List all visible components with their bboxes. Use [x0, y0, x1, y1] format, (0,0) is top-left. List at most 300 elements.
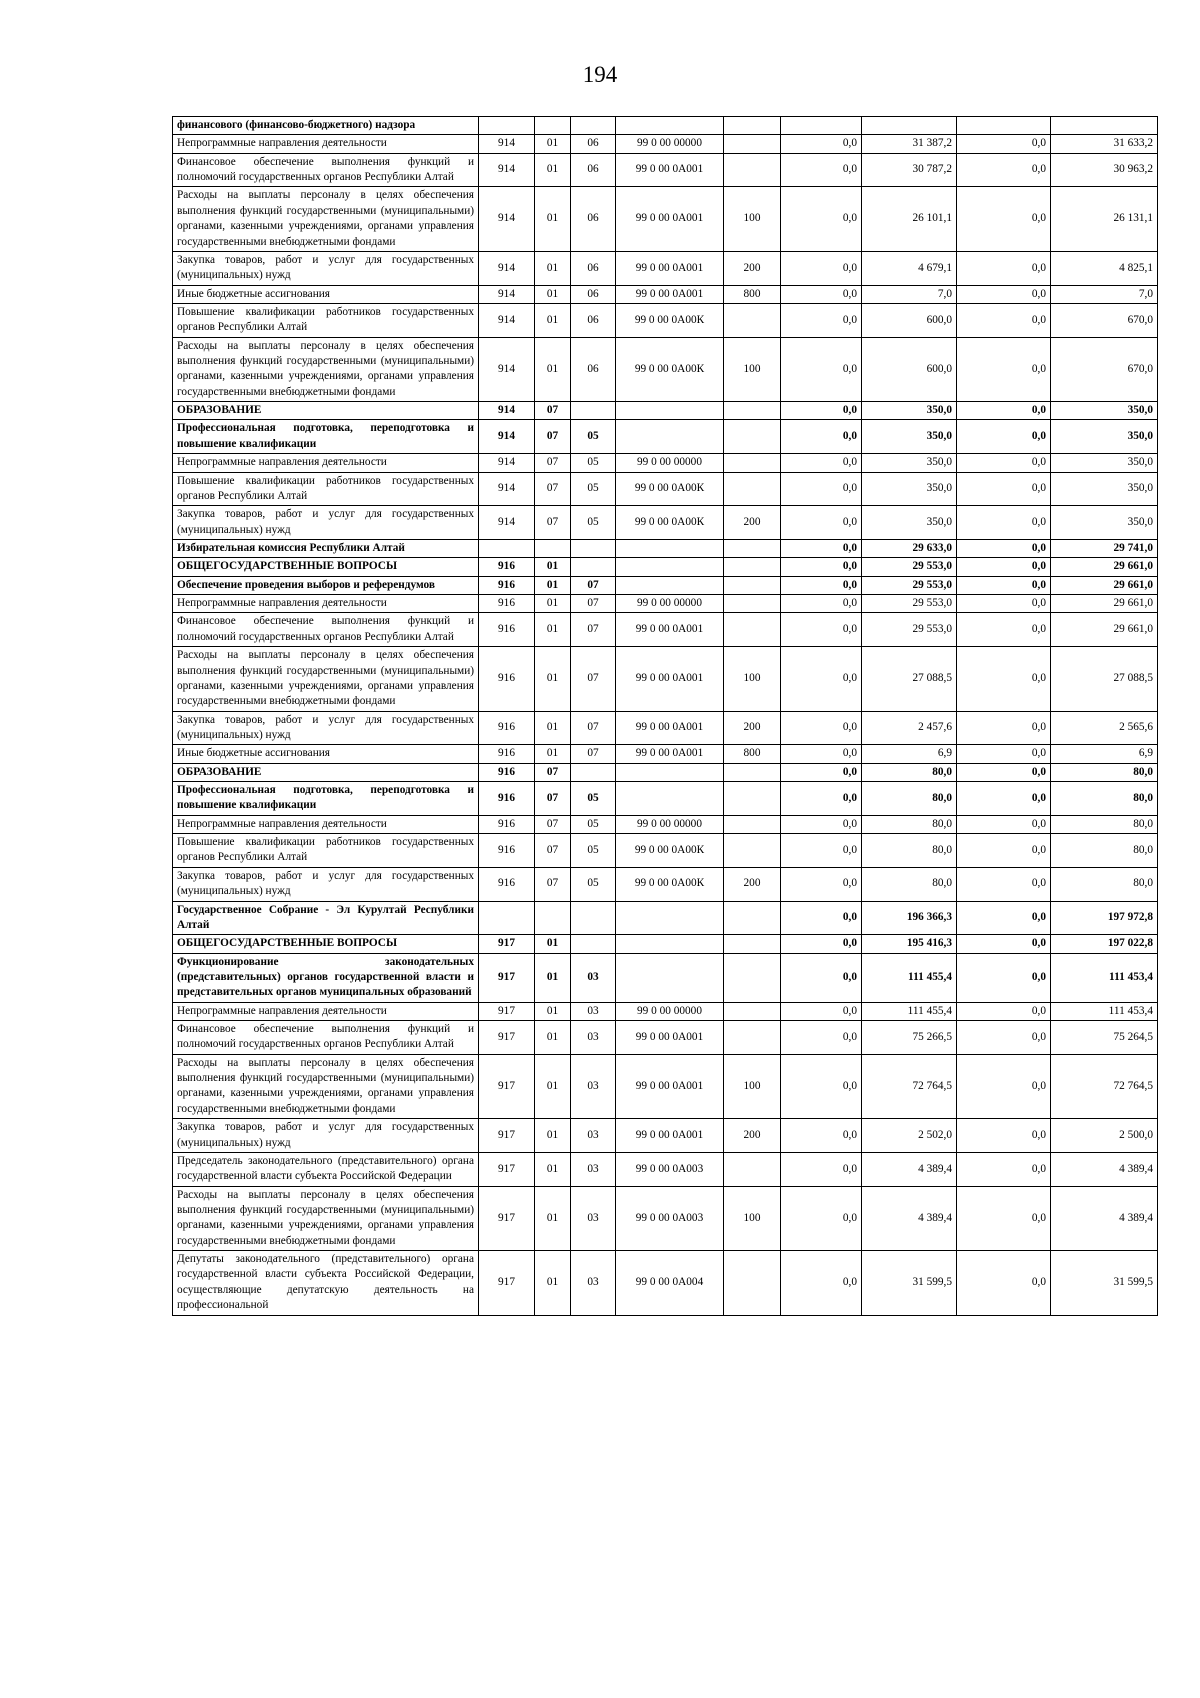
row-target-article: 99 0 00 0А001	[616, 187, 724, 251]
table-row	[173, 1119, 1158, 1153]
row-name: ОБЩЕГОСУДАРСТВЕННЫЕ ВОПРОСЫ	[173, 558, 479, 576]
row-subsection: 06	[571, 153, 616, 187]
row-name: Непрограммные направления деятельности	[173, 1002, 479, 1020]
row-value-3: 0,0	[957, 187, 1051, 251]
table-row	[173, 558, 1158, 576]
table-row	[173, 117, 1158, 135]
table-row	[173, 337, 1158, 401]
row-value-2: 350,0	[862, 472, 957, 506]
row-value-4: 197 972,8	[1051, 901, 1158, 935]
row-value-2: 350,0	[862, 420, 957, 454]
row-name: Расходы на выплаты персоналу в целях обеспечения выполнения функций государственными (муниципальными) органами, казенными учреждениями, органами управления государственными внебюджетными фондами	[173, 647, 479, 711]
row-value-3: 0,0	[957, 472, 1051, 506]
row-target-article	[616, 402, 724, 420]
row-gr-code: 916	[479, 613, 535, 647]
row-target-article: 99 0 00 00000	[616, 815, 724, 833]
row-gr-code: 916	[479, 595, 535, 613]
row-subsection: 03	[571, 1251, 616, 1315]
row-value-3: 0,0	[957, 402, 1051, 420]
row-name: ОБРАЗОВАНИЕ	[173, 763, 479, 781]
row-section: 01	[535, 595, 571, 613]
row-gr-code: 914	[479, 135, 535, 153]
row-name: Непрограммные направления деятельности	[173, 815, 479, 833]
row-value-4: 31 599,5	[1051, 1251, 1158, 1315]
row-expense-type	[724, 576, 781, 594]
row-value-4: 197 022,8	[1051, 935, 1158, 953]
row-value-2: 7,0	[862, 285, 957, 303]
row-value-2: 350,0	[862, 454, 957, 472]
row-value-4: 29 661,0	[1051, 595, 1158, 613]
row-target-article: 99 0 00 0А003	[616, 1186, 724, 1250]
row-gr-code: 917	[479, 1186, 535, 1250]
row-section	[535, 901, 571, 935]
row-value-1: 0,0	[781, 763, 862, 781]
row-value-1: 0,0	[781, 337, 862, 401]
row-name: Обеспечение проведения выборов и референдумов	[173, 576, 479, 594]
row-value-4: 350,0	[1051, 420, 1158, 454]
row-target-article: 99 0 00 0А001	[616, 1054, 724, 1118]
row-value-2: 26 101,1	[862, 187, 957, 251]
row-expense-type: 100	[724, 1054, 781, 1118]
row-gr-code: 916	[479, 834, 535, 868]
row-value-3: 0,0	[957, 153, 1051, 187]
row-gr-code: 916	[479, 558, 535, 576]
row-value-3: 0,0	[957, 1251, 1051, 1315]
row-value-3: 0,0	[957, 1186, 1051, 1250]
row-section: 01	[535, 135, 571, 153]
row-subsection: 03	[571, 1186, 616, 1250]
row-target-article: 99 0 00 0А001	[616, 711, 724, 745]
row-value-3: 0,0	[957, 576, 1051, 594]
row-name: Расходы на выплаты персоналу в целях обеспечения выполнения функций государственными (муниципальными) органами, казенными учреждениями, органами управления государственными внебюджетными фондами	[173, 337, 479, 401]
row-gr-code: 916	[479, 867, 535, 901]
row-expense-type	[724, 613, 781, 647]
row-expense-type: 200	[724, 251, 781, 285]
row-gr-code: 914	[479, 303, 535, 337]
row-section: 01	[535, 935, 571, 953]
row-value-1: 0,0	[781, 558, 862, 576]
row-value-2: 31 387,2	[862, 135, 957, 153]
row-subsection: 06	[571, 337, 616, 401]
row-value-1: 0,0	[781, 745, 862, 763]
row-section: 07	[535, 402, 571, 420]
row-value-4: 4 825,1	[1051, 251, 1158, 285]
row-value-2: 600,0	[862, 303, 957, 337]
row-section: 07	[535, 420, 571, 454]
row-expense-type	[724, 135, 781, 153]
row-value-1: 0,0	[781, 539, 862, 557]
row-name: Финансовое обеспечение выполнения функций и полномочий государственных органов Республики Алтай	[173, 613, 479, 647]
row-name: Повышение квалификации работников государственных органов Республики Алтай	[173, 834, 479, 868]
row-gr-code	[479, 539, 535, 557]
row-value-4: 670,0	[1051, 303, 1158, 337]
row-gr-code: 916	[479, 647, 535, 711]
row-value-1: 0,0	[781, 1119, 862, 1153]
row-subsection: 05	[571, 472, 616, 506]
row-value-4: 6,9	[1051, 745, 1158, 763]
row-value-1	[781, 117, 862, 135]
row-gr-code: 917	[479, 1002, 535, 1020]
row-expense-type: 100	[724, 1186, 781, 1250]
row-value-1: 0,0	[781, 595, 862, 613]
row-section: 01	[535, 576, 571, 594]
row-name: Финансовое обеспечение выполнения функций и полномочий государственных органов Республики Алтай	[173, 153, 479, 187]
row-target-article: 99 0 00 00000	[616, 454, 724, 472]
row-name: ОБРАЗОВАНИЕ	[173, 402, 479, 420]
row-value-4: 80,0	[1051, 834, 1158, 868]
row-value-3: 0,0	[957, 745, 1051, 763]
row-section: 01	[535, 1251, 571, 1315]
table-row	[173, 711, 1158, 745]
row-expense-type: 100	[724, 187, 781, 251]
row-gr-code	[479, 117, 535, 135]
row-section: 01	[535, 647, 571, 711]
table-row	[173, 187, 1158, 251]
row-name: Расходы на выплаты персоналу в целях обеспечения выполнения функций государственными (муниципальными) органами, казенными учреждениями, органами управления государственными внебюджетными фондами	[173, 187, 479, 251]
row-value-3: 0,0	[957, 454, 1051, 472]
table-row	[173, 815, 1158, 833]
row-value-2: 80,0	[862, 867, 957, 901]
row-target-article: 99 0 00 0А00К	[616, 867, 724, 901]
row-target-article	[616, 782, 724, 816]
row-value-1: 0,0	[781, 454, 862, 472]
row-value-1: 0,0	[781, 187, 862, 251]
row-value-4: 30 963,2	[1051, 153, 1158, 187]
row-name: Функционирование законодательных (представительных) органов государственной власти и представительных органов муниципальных образований	[173, 953, 479, 1002]
row-section: 01	[535, 285, 571, 303]
row-name: Расходы на выплаты персоналу в целях обеспечения выполнения функций государственными (муниципальными) органами, казенными учреждениями, органами управления государственными внебюджетными фондами	[173, 1054, 479, 1118]
row-value-1: 0,0	[781, 613, 862, 647]
row-value-4: 29 741,0	[1051, 539, 1158, 557]
row-gr-code: 914	[479, 285, 535, 303]
row-value-1: 0,0	[781, 1251, 862, 1315]
row-value-3: 0,0	[957, 935, 1051, 953]
row-value-4: 4 389,4	[1051, 1186, 1158, 1250]
row-section: 01	[535, 745, 571, 763]
row-target-article: 99 0 00 0А001	[616, 285, 724, 303]
row-value-1: 0,0	[781, 867, 862, 901]
table-row	[173, 1152, 1158, 1186]
table-row	[173, 153, 1158, 187]
row-target-article: 99 0 00 0А00К	[616, 337, 724, 401]
row-name: Иные бюджетные ассигнования	[173, 745, 479, 763]
row-value-2: 29 553,0	[862, 595, 957, 613]
row-value-4: 4 389,4	[1051, 1152, 1158, 1186]
row-target-article	[616, 117, 724, 135]
row-expense-type: 100	[724, 647, 781, 711]
row-gr-code: 914	[479, 187, 535, 251]
row-value-1: 0,0	[781, 420, 862, 454]
row-name: Депутаты законодательного (представительного) органа государственной власти субъекта Российской Федерации, осуществляющие депутатскую деятельность на профессиональной	[173, 1251, 479, 1315]
table-row	[173, 647, 1158, 711]
row-value-3: 0,0	[957, 420, 1051, 454]
row-name: Профессиональная подготовка, переподготовка и повышение квалификации	[173, 782, 479, 816]
table-row	[173, 251, 1158, 285]
row-value-3: 0,0	[957, 135, 1051, 153]
row-value-3: 0,0	[957, 1054, 1051, 1118]
row-name: Закупка товаров, работ и услуг для государственных (муниципальных) нужд	[173, 867, 479, 901]
row-gr-code: 916	[479, 576, 535, 594]
row-value-1: 0,0	[781, 303, 862, 337]
row-value-1: 0,0	[781, 1186, 862, 1250]
row-value-4: 80,0	[1051, 867, 1158, 901]
row-value-2: 72 764,5	[862, 1054, 957, 1118]
row-section: 01	[535, 1152, 571, 1186]
row-value-4: 31 633,2	[1051, 135, 1158, 153]
row-subsection: 07	[571, 647, 616, 711]
row-name: Иные бюджетные ассигнования	[173, 285, 479, 303]
row-value-2: 350,0	[862, 506, 957, 540]
row-value-3: 0,0	[957, 337, 1051, 401]
row-value-2: 350,0	[862, 402, 957, 420]
row-value-2: 2 457,6	[862, 711, 957, 745]
row-target-article	[616, 901, 724, 935]
row-value-1: 0,0	[781, 1002, 862, 1020]
row-value-1: 0,0	[781, 251, 862, 285]
table-row	[173, 1021, 1158, 1055]
row-value-4: 350,0	[1051, 402, 1158, 420]
row-subsection	[571, 763, 616, 781]
row-expense-type: 200	[724, 711, 781, 745]
row-value-3: 0,0	[957, 647, 1051, 711]
row-value-1: 0,0	[781, 1152, 862, 1186]
row-value-3: 0,0	[957, 763, 1051, 781]
row-section: 07	[535, 454, 571, 472]
row-value-2: 80,0	[862, 834, 957, 868]
page-number: 194	[582, 62, 618, 87]
row-subsection	[571, 558, 616, 576]
row-section: 07	[535, 506, 571, 540]
budget-table-body	[173, 117, 1158, 1316]
row-name: Финансовое обеспечение выполнения функций и полномочий государственных органов Республики Алтай	[173, 1021, 479, 1055]
row-target-article: 99 0 00 0А001	[616, 1119, 724, 1153]
row-subsection: 05	[571, 834, 616, 868]
row-value-4: 111 453,4	[1051, 953, 1158, 1002]
row-expense-type	[724, 454, 781, 472]
row-value-4: 29 661,0	[1051, 613, 1158, 647]
table-row	[173, 285, 1158, 303]
row-gr-code: 914	[479, 153, 535, 187]
row-gr-code	[479, 901, 535, 935]
row-subsection: 03	[571, 1119, 616, 1153]
row-gr-code: 917	[479, 935, 535, 953]
row-target-article	[616, 420, 724, 454]
row-expense-type: 800	[724, 745, 781, 763]
row-subsection: 07	[571, 711, 616, 745]
row-value-2: 111 455,4	[862, 953, 957, 1002]
row-value-1: 0,0	[781, 901, 862, 935]
row-subsection: 03	[571, 1054, 616, 1118]
row-subsection: 06	[571, 285, 616, 303]
row-expense-type	[724, 1251, 781, 1315]
row-target-article: 99 0 00 0А001	[616, 1021, 724, 1055]
row-subsection: 03	[571, 1021, 616, 1055]
row-target-article: 99 0 00 0А00К	[616, 303, 724, 337]
row-expense-type	[724, 303, 781, 337]
row-expense-type	[724, 901, 781, 935]
row-gr-code: 914	[479, 472, 535, 506]
row-value-2: 29 633,0	[862, 539, 957, 557]
table-row	[173, 1054, 1158, 1118]
row-target-article	[616, 558, 724, 576]
row-value-1: 0,0	[781, 135, 862, 153]
row-section: 01	[535, 187, 571, 251]
row-expense-type: 100	[724, 337, 781, 401]
row-target-article: 99 0 00 0А003	[616, 1152, 724, 1186]
table-row	[173, 867, 1158, 901]
row-subsection	[571, 402, 616, 420]
row-value-4: 80,0	[1051, 763, 1158, 781]
row-gr-code: 916	[479, 745, 535, 763]
table-row	[173, 595, 1158, 613]
row-gr-code: 914	[479, 506, 535, 540]
row-value-2: 31 599,5	[862, 1251, 957, 1315]
row-value-2: 2 502,0	[862, 1119, 957, 1153]
row-section: 07	[535, 763, 571, 781]
row-gr-code: 917	[479, 953, 535, 1002]
row-name: Закупка товаров, работ и услуг для государственных (муниципальных) нужд	[173, 251, 479, 285]
row-expense-type: 200	[724, 1119, 781, 1153]
row-value-4: 670,0	[1051, 337, 1158, 401]
row-value-3: 0,0	[957, 251, 1051, 285]
row-name: финансового (финансово-бюджетного) надзора	[173, 117, 479, 135]
row-section	[535, 117, 571, 135]
row-name: Повышение квалификации работников государственных органов Республики Алтай	[173, 303, 479, 337]
row-subsection: 06	[571, 135, 616, 153]
row-value-3: 0,0	[957, 595, 1051, 613]
row-section: 01	[535, 1021, 571, 1055]
row-section: 01	[535, 303, 571, 337]
row-value-2: 27 088,5	[862, 647, 957, 711]
row-gr-code: 917	[479, 1054, 535, 1118]
row-value-2: 4 389,4	[862, 1186, 957, 1250]
table-row	[173, 745, 1158, 763]
row-name: Профессиональная подготовка, переподготовка и повышение квалификации	[173, 420, 479, 454]
row-expense-type	[724, 472, 781, 506]
row-target-article: 99 0 00 00000	[616, 1002, 724, 1020]
row-value-2: 111 455,4	[862, 1002, 957, 1020]
row-value-3: 0,0	[957, 303, 1051, 337]
row-name: Непрограммные направления деятельности	[173, 135, 479, 153]
row-value-4: 29 661,0	[1051, 576, 1158, 594]
row-value-1: 0,0	[781, 1021, 862, 1055]
row-subsection	[571, 117, 616, 135]
row-value-4: 350,0	[1051, 454, 1158, 472]
row-subsection: 03	[571, 1002, 616, 1020]
table-row	[173, 1186, 1158, 1250]
row-value-3: 0,0	[957, 613, 1051, 647]
row-name: Председатель законодательного (представительного) органа государственной власти субъекта Российской Федерации	[173, 1152, 479, 1186]
row-name: Закупка товаров, работ и услуг для государственных (муниципальных) нужд	[173, 711, 479, 745]
row-section: 01	[535, 613, 571, 647]
budget-table	[172, 116, 1158, 1316]
row-value-1: 0,0	[781, 1054, 862, 1118]
row-value-4: 75 264,5	[1051, 1021, 1158, 1055]
row-expense-type	[724, 402, 781, 420]
row-value-1: 0,0	[781, 711, 862, 745]
row-value-4: 26 131,1	[1051, 187, 1158, 251]
row-value-3: 0,0	[957, 1002, 1051, 1020]
row-value-4: 72 764,5	[1051, 1054, 1158, 1118]
table-row	[173, 935, 1158, 953]
row-gr-code: 914	[479, 402, 535, 420]
row-value-4: 350,0	[1051, 506, 1158, 540]
row-value-4: 2 500,0	[1051, 1119, 1158, 1153]
table-row	[173, 472, 1158, 506]
row-value-2: 80,0	[862, 763, 957, 781]
row-section: 07	[535, 815, 571, 833]
row-section: 01	[535, 1054, 571, 1118]
row-value-4: 29 661,0	[1051, 558, 1158, 576]
row-value-1: 0,0	[781, 834, 862, 868]
row-subsection: 07	[571, 745, 616, 763]
row-expense-type	[724, 595, 781, 613]
row-value-3: 0,0	[957, 901, 1051, 935]
row-section: 01	[535, 1119, 571, 1153]
table-row	[173, 539, 1158, 557]
row-target-article: 99 0 00 0А001	[616, 745, 724, 763]
table-row	[173, 303, 1158, 337]
row-gr-code: 916	[479, 711, 535, 745]
row-gr-code: 916	[479, 782, 535, 816]
row-expense-type: 200	[724, 506, 781, 540]
row-section: 01	[535, 153, 571, 187]
row-subsection: 05	[571, 815, 616, 833]
row-expense-type	[724, 420, 781, 454]
row-gr-code: 914	[479, 420, 535, 454]
row-value-1: 0,0	[781, 782, 862, 816]
row-name: Закупка товаров, работ и услуг для государственных (муниципальных) нужд	[173, 1119, 479, 1153]
row-section: 01	[535, 558, 571, 576]
row-target-article: 99 0 00 00000	[616, 595, 724, 613]
row-section: 07	[535, 782, 571, 816]
row-expense-type	[724, 815, 781, 833]
row-subsection: 05	[571, 867, 616, 901]
row-target-article: 99 0 00 0А001	[616, 613, 724, 647]
row-value-2: 4 389,4	[862, 1152, 957, 1186]
row-expense-type	[724, 782, 781, 816]
table-row	[173, 782, 1158, 816]
row-value-4: 111 453,4	[1051, 1002, 1158, 1020]
row-value-4: 80,0	[1051, 815, 1158, 833]
row-name: Непрограммные направления деятельности	[173, 595, 479, 613]
row-value-2: 6,9	[862, 745, 957, 763]
row-section: 07	[535, 834, 571, 868]
row-name: ОБЩЕГОСУДАРСТВЕННЫЕ ВОПРОСЫ	[173, 935, 479, 953]
row-name: Государственное Собрание - Эл Курултай Республики Алтай	[173, 901, 479, 935]
table-row	[173, 1002, 1158, 1020]
row-value-4: 27 088,5	[1051, 647, 1158, 711]
row-expense-type	[724, 1021, 781, 1055]
row-subsection: 05	[571, 420, 616, 454]
row-value-3: 0,0	[957, 815, 1051, 833]
row-value-1: 0,0	[781, 647, 862, 711]
row-value-2: 29 553,0	[862, 576, 957, 594]
row-name: Закупка товаров, работ и услуг для государственных (муниципальных) нужд	[173, 506, 479, 540]
table-row	[173, 1251, 1158, 1315]
row-section: 01	[535, 711, 571, 745]
row-value-4: 80,0	[1051, 782, 1158, 816]
row-gr-code: 917	[479, 1021, 535, 1055]
row-expense-type	[724, 935, 781, 953]
row-value-3: 0,0	[957, 539, 1051, 557]
row-target-article	[616, 953, 724, 1002]
row-value-2: 195 416,3	[862, 935, 957, 953]
row-subsection: 07	[571, 595, 616, 613]
row-name: Избирательная комиссия Республики Алтай	[173, 539, 479, 557]
row-target-article: 99 0 00 0А001	[616, 153, 724, 187]
row-subsection: 07	[571, 613, 616, 647]
